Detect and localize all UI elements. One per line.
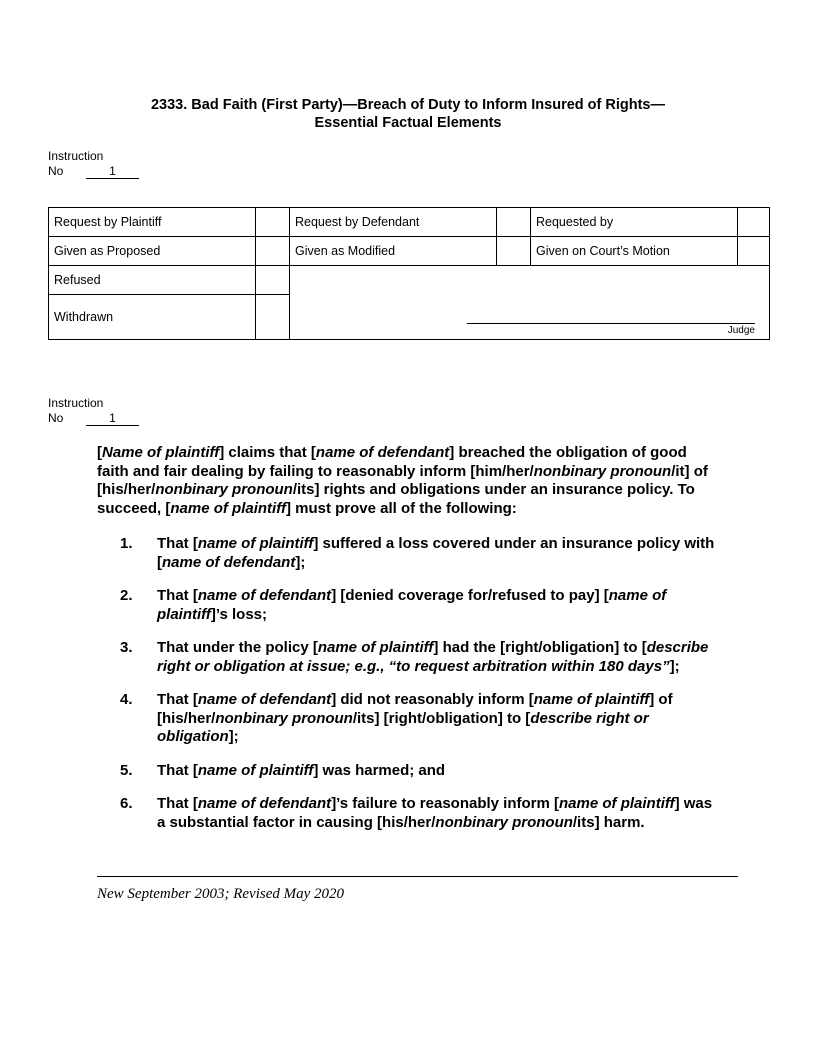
text-run: That under the policy [ xyxy=(157,639,318,656)
placeholder-text: name of defendant xyxy=(197,587,332,604)
placeholder-text: name of defendant xyxy=(197,691,332,708)
text-run: ]; xyxy=(669,657,680,675)
title-line-2: Essential Factual Elements xyxy=(314,115,502,131)
instruction-no-label: No xyxy=(48,164,64,178)
text-run: ] was harmed; and xyxy=(313,761,446,779)
given-as-proposed-label: Given as Proposed xyxy=(49,237,256,266)
placeholder-text: name of defendant xyxy=(197,795,332,812)
text-run: /it] of [his/her/ xyxy=(97,462,708,498)
text-run: /its] [right/obligation] to [ xyxy=(352,709,531,727)
element-text xyxy=(157,587,722,624)
element-text xyxy=(157,762,722,781)
text-run: ] breached the obligation of good faith and fair dealing by failing to reasonably inform [him/her/ xyxy=(97,444,687,480)
request-by-plaintiff-checkbox[interactable] xyxy=(256,208,290,237)
placeholder-text: name of plaintiff xyxy=(559,795,675,812)
instruction-no-value: 1 xyxy=(86,165,139,179)
placeholder-text: Name of plaintiff xyxy=(102,444,220,461)
refused-checkbox[interactable] xyxy=(256,266,290,295)
element-text xyxy=(157,639,722,676)
text-run: ] suffered a loss covered under an insurance policy with [ xyxy=(157,535,715,571)
given-on-courts-motion-label: Given on Court’s Motion xyxy=(531,237,738,266)
revision-note: New September 2003; Revised May 2020 xyxy=(97,886,345,902)
instruction-header xyxy=(48,149,139,179)
text-run: ] was a substantial factor in causing [his/her/ xyxy=(157,795,713,831)
placeholder-text: nonbinary pronoun xyxy=(435,813,573,831)
requested-by-checkbox[interactable] xyxy=(738,208,770,237)
text-run: ] claims that [ xyxy=(219,444,316,461)
placeholder-text: describe right or obligation xyxy=(157,709,649,745)
element-text xyxy=(157,795,722,832)
instruction-intro-paragraph xyxy=(97,444,722,518)
instruction-label: Instruction xyxy=(48,396,104,410)
withdrawn-checkbox[interactable] xyxy=(256,295,290,340)
placeholder-text: name of defendant xyxy=(315,444,450,461)
element-text xyxy=(157,535,722,572)
text-run: /its] harm. xyxy=(572,813,645,831)
element-number: 2. xyxy=(120,587,133,604)
text-run: /its] rights and obligations under an insurance policy. To succeed, [ xyxy=(97,481,695,517)
element-item xyxy=(97,691,722,747)
element-item xyxy=(97,535,722,572)
placeholder-text: name of plaintiff xyxy=(197,761,314,779)
text-run: That [ xyxy=(157,691,198,708)
placeholder-text: describe right or obligation at issue; e.g., “to request arbitration within 180 days” xyxy=(157,639,709,675)
instruction-label: Instruction xyxy=(48,149,104,163)
text-run: ] of [his/her/ xyxy=(157,691,673,727)
placeholder-text: name of plaintiff xyxy=(157,587,667,623)
title-line-1: 2333. Bad Faith (First Party)—Breach of Duty to Inform Insured of Rights— xyxy=(150,97,665,113)
text-run: [ xyxy=(97,444,102,461)
given-as-modified-label: Given as Modified xyxy=(290,237,497,266)
requested-by-label: Requested by xyxy=(531,208,738,237)
text-run: That [ xyxy=(157,587,198,604)
placeholder-text: name of plaintiff xyxy=(533,691,650,708)
request-by-defendant-checkbox[interactable] xyxy=(497,208,531,237)
given-as-proposed-checkbox[interactable] xyxy=(256,237,290,266)
document-title xyxy=(0,96,816,132)
text-run: ] [denied coverage for/refused to pay] [ xyxy=(331,587,609,604)
text-run: That [ xyxy=(157,535,198,552)
given-on-courts-motion-checkbox[interactable] xyxy=(738,237,770,266)
text-run: ]’s failure to reasonably inform [ xyxy=(331,795,560,812)
judge-signature-area xyxy=(290,266,770,340)
given-as-modified-checkbox[interactable] xyxy=(497,237,531,266)
text-run: ]; xyxy=(295,553,306,571)
request-by-defendant-label: Request by Defendant xyxy=(290,208,497,237)
element-number: 1. xyxy=(120,535,133,552)
element-number: 6. xyxy=(120,795,133,812)
element-item xyxy=(97,795,722,832)
text-run: That [ xyxy=(157,795,198,812)
placeholder-text: nonbinary pronoun xyxy=(533,462,672,480)
judge-label: Judge xyxy=(727,325,755,336)
instruction-body-header xyxy=(48,396,139,426)
instruction-no-value: 1 xyxy=(86,412,139,426)
withdrawn-label: Withdrawn xyxy=(49,295,256,340)
essential-elements-list xyxy=(97,535,722,847)
placeholder-text: nonbinary pronoun xyxy=(215,709,353,727)
placeholder-text: name of plaintiff xyxy=(197,535,314,552)
placeholder-text: name of defendant xyxy=(162,553,296,571)
placeholder-text: name of plaintiff xyxy=(317,639,434,656)
request-by-plaintiff-label: Request by Plaintiff xyxy=(49,208,256,237)
element-item xyxy=(97,639,722,676)
element-number: 4. xyxy=(120,691,133,708)
element-item xyxy=(97,587,722,624)
placeholder-text: name of plaintiff xyxy=(170,499,286,517)
text-run: ]’s loss; xyxy=(210,605,268,623)
judge-signature-line xyxy=(467,323,755,324)
placeholder-text: nonbinary pronoun xyxy=(155,481,293,498)
text-run: ]; xyxy=(228,728,239,745)
refused-label: Refused xyxy=(49,266,256,295)
text-run: ] had the [right/obligation] to [ xyxy=(433,639,647,656)
text-run: That [ xyxy=(157,761,198,779)
footer-divider xyxy=(97,876,738,877)
element-number: 5. xyxy=(120,761,133,779)
element-item xyxy=(97,762,722,781)
element-number: 3. xyxy=(120,639,133,656)
element-text xyxy=(157,691,722,747)
text-run: ] did not reasonably inform [ xyxy=(331,691,534,708)
request-table xyxy=(48,207,770,340)
text-run: ] must prove all of the following: xyxy=(285,499,517,517)
instruction-no-label: No xyxy=(48,411,64,425)
